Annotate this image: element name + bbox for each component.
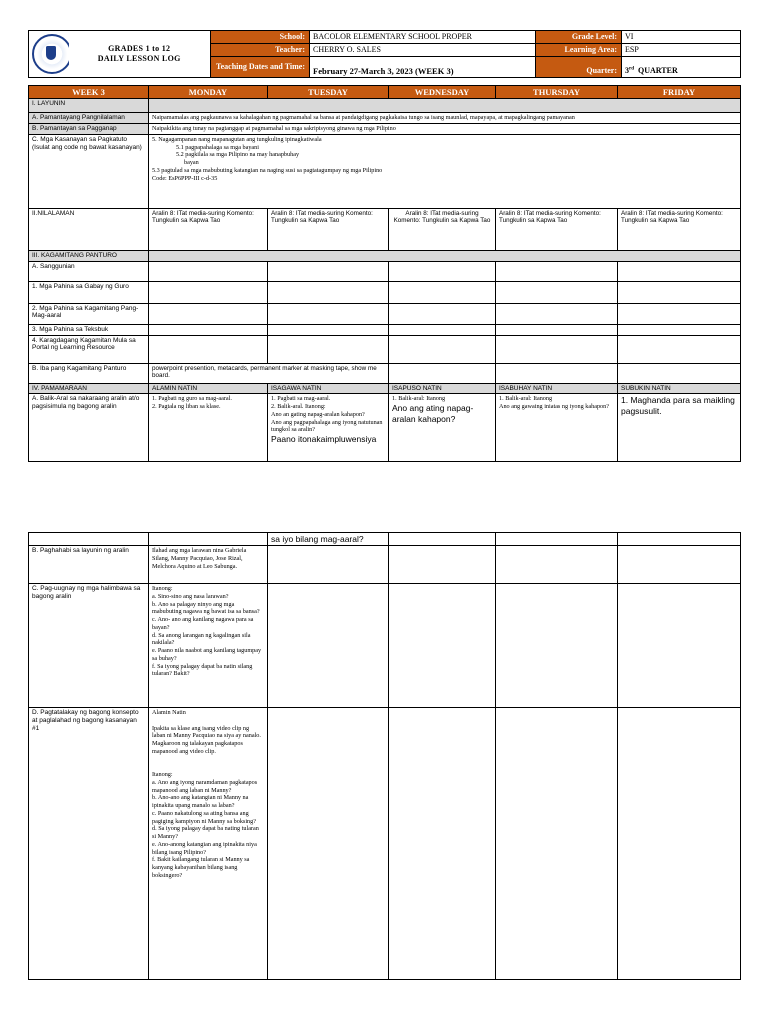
form-title: GRADES 1 to 12 DAILY LESSON LOG: [69, 31, 211, 78]
deped-seal: [29, 31, 69, 78]
nilalaman-tue: Aralin 8: ITat media-suring Komento: Tungkulin sa Kapwa Tao: [268, 208, 389, 250]
teacher-label: Teacher:: [211, 44, 310, 57]
header-block: [28, 30, 740, 78]
nilalaman-wed: Aralin 8: ITat media-suring Komento: Tungkulin sa Kapwa Tao: [389, 208, 496, 250]
paghahabi-text: Ilahad ang mga larawan nina Gabriela Silang, Manny Pacquiao, Jose Rizal, Melchora Aquino at Leo Sabunga.: [149, 546, 268, 584]
teacher-value: CHERRY O. SALES: [310, 44, 536, 57]
balik-aral-thu: 1. Balik-aral: Itanong Ano ang gawaing iniatas ng iyong kahapon?: [496, 394, 618, 462]
balik-aral-tue: 1. Pagbati sa mag-aaral. 2. Balik-aral. Itanong: Ano an gating napag-aralan kahapon? Ano ang pagpapahalaga ang iyong natutunan tungkol sa aralin? Paano itonakaimpluwensiya: [268, 394, 389, 462]
isagawa-natin-header: ISAGAWA NATIN: [268, 383, 389, 394]
kagamitang-mag-aaral-label: 2. Mga Pahina sa Kagamitang Pang- Mag-aaral: [29, 303, 149, 324]
isapuso-natin-header: ISAPUSO NATIN: [389, 383, 496, 394]
grade-level-label: Grade Level:: [536, 31, 622, 44]
grade-level-value: VI: [622, 31, 741, 44]
continued-tue-text: sa iyo bilang mag-aaral?: [268, 533, 389, 546]
lesson-table-page2: [28, 532, 740, 980]
iba-pang-kagamitan-text: powerpoint presention, metacards, permanent marker at masking tape, show me board.: [149, 363, 389, 383]
thursday-header: THURSDAY: [496, 86, 618, 99]
balik-aral-fri: 1. Maghanda para sa maikling pagsusulit.: [618, 394, 741, 462]
pag-uugnay-text: Itanong: a. Sino-sino ang nasa larawan? b. Ano sa palagay ninyo ang mga mabubuting nagawa ng bawat isa sa bansa? c. Ano- ano ang kanilang nagawa para sa bayan? d. Sa anong larangan ng kagalingan sila nakilala? e. Paano nila naabot ang kanilang tagumpay sa buhay? f. Sa iyong palagay dapat ba natin silang tularan? Bakit?: [149, 584, 268, 708]
pamantayan-sa-pagganap-label: B. Pamantayan sa Pagganap: [29, 123, 149, 134]
balik-aral-wed: 1. Balik-aral: Itanong Ano ang ating napag-aralan kahapon?: [389, 394, 496, 462]
quarter-value: 3rd QUARTER: [622, 57, 741, 78]
nilalaman-fri: Aralin 8: ITat media-suring Komento: Tungkulin sa Kapwa Tao: [618, 208, 741, 250]
learning-area-value: ESP: [622, 44, 741, 57]
kasanayan-label: C. Mga Kasanayan sa Pagkatuto (Isulat ang code ng bawat kasanayan): [29, 134, 149, 208]
dates-value: February 27-March 3, 2023 (WEEK 3): [310, 57, 536, 78]
karagdagang-kagamitan-label: 4. Karagdagang Kagamitan Mula sa Portal ng Learning Resource: [29, 335, 149, 363]
friday-header: FRIDAY: [618, 86, 741, 99]
lesson-table-page1: [28, 85, 740, 462]
dates-label: Teaching Dates and Time:: [211, 57, 310, 78]
pagtatalakay-text: Alamin Natin Ipakita sa klase ang isang video clip ng laban ni Manny Pacquiao na siya ay nanalo. Magkaroon ng talakayan pagkatapos mapanood ang video clip. Itanong: a. Ano ang iyong naramdaman pagkatapos mapanood ang laban ni Manny? b. Ano-ano ang katangian ni Manny na ipinakita upang manalo sa laban? c. Paano nakatulong sa ating bansa ang pagiging kampiyon ni Manny sa boksing? d. Sa iyong palagay dapat ba nating tularan si Manny? e. Ano-anong katangian ang ipinakita niya bilang isang Pilipino? f. Bakit kailangang tularan si Manny sa kanyang kabayanihan bilang isang boksingero?: [149, 708, 268, 980]
nilalaman-thu: Aralin 8: ITat media-suring Komento: Tungkulin sa Kapwa Tao: [496, 208, 618, 250]
teksbuk-label: 3. Mga Pahina sa Teksbuk: [29, 324, 149, 335]
pamamaraan-label: IV. PAMAMARAAN: [29, 383, 149, 394]
nilalaman-label: II.NILALAMAN: [29, 208, 149, 250]
pamantayang-pangnilalaman-label: A. Pamantayang Pangnilalaman: [29, 113, 149, 124]
pamantayang-pangnilalaman-text: Naipamamalas ang pagkaunawa sa kahalagahan ng pagmamahal sa bansa at pandaigdigang pagkakaisa tungo sa isang maunlad, mapayapa, at mapagkalingang pamayanan: [149, 113, 741, 124]
layunin-label: I. LAYUNIN: [29, 99, 149, 113]
gabay-ng-guro-label: 1. Mga Pahina sa Gabay ng Guro: [29, 281, 149, 303]
balik-aral-label: A. Balik-Aral sa nakaraang aralin at/o pagsisimula ng bagong aralin: [29, 394, 149, 462]
kagamitang-panturo-label: III. KAGAMITANG PANTURO: [29, 250, 149, 261]
school-label: School:: [211, 31, 310, 44]
monday-header: MONDAY: [149, 86, 268, 99]
subukin-natin-header: SUBUKIN NATIN: [618, 383, 741, 394]
quarter-label: Quarter:: [536, 57, 622, 78]
paghahabi-label: B. Paghahabi sa layunin ng aralin: [29, 546, 149, 584]
school-value: BACOLOR ELEMENTARY SCHOOL PROPER: [310, 31, 536, 44]
pag-uugnay-label: C. Pag-uugnay ng mga halimbawa sa bagong aralin: [29, 584, 149, 708]
alamin-natin-header: ALAMIN NATIN: [149, 383, 268, 394]
pamantayan-sa-pagganap-text: Naipakikita ang tunay na pagtanggap at pagmamahal sa mga sakripisyong ginawa ng mga Pilipino: [149, 123, 741, 134]
wednesday-header: WEDNESDAY: [389, 86, 496, 99]
iba-pang-kagamitan-label: B. Iba pang Kagamitang Panturo: [29, 363, 149, 383]
tuesday-header: TUESDAY: [268, 86, 389, 99]
isabuhay-natin-header: ISABUHAY NATIN: [496, 383, 618, 394]
nilalaman-mon: Aralin 8: ITat media-suring Komento: Tungkulin sa Kapwa Tao: [149, 208, 268, 250]
pagtatalakay-label: D. Pagtatalakay ng bagong konsepto at paglalahad ng bagong kasanayan #1: [29, 708, 149, 980]
balik-aral-mon: 1. Pagbati ng guro sa mag-aaral. 2. Pagtala ng liban sa klase.: [149, 394, 268, 462]
week-header: WEEK 3: [29, 86, 149, 99]
sanggunian-label: A. Sanggunian: [29, 261, 149, 281]
kasanayan-text: 5. Nagagampanan nang mapanagutan ang tungkuling ipinagkatiwala 5.1 pagpapahalaga sa mga bayani 5.2 pagkilala sa mga Pilipino na may hanapbuhay bayan 5.3 pagtulad sa mga mabubuting katangian na naging susi sa pagtatagumpay ng mga Pilipino Code: EsP6PPP-III c-d-35: [149, 134, 741, 208]
learning-area-label: Learning Area:: [536, 44, 622, 57]
